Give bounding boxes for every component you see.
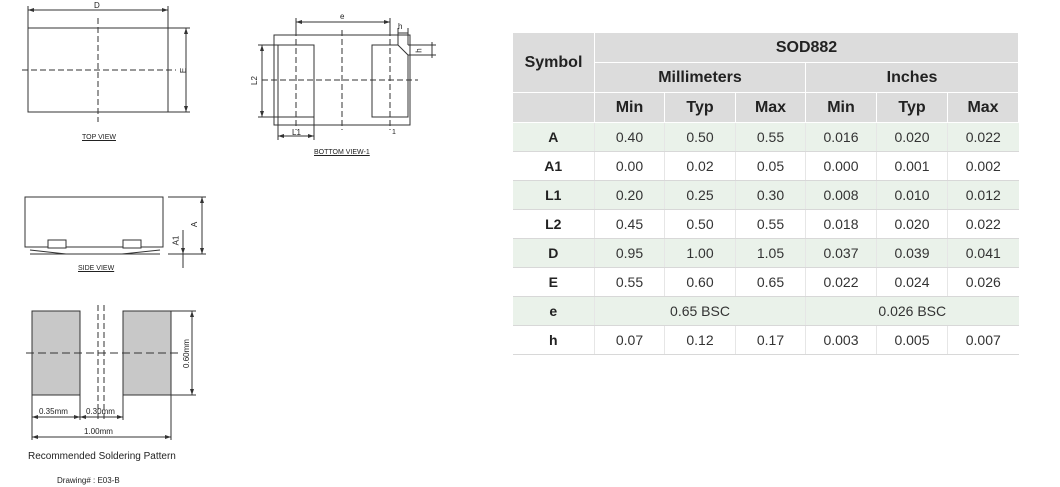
cell: 0.022 <box>806 268 877 297</box>
cell: 0.022 <box>948 210 1019 239</box>
dimensions-table <box>512 32 1019 355</box>
dim-d-label: D <box>94 1 100 10</box>
cell: 0.037 <box>806 239 877 268</box>
in-typ-header: Typ <box>877 93 948 123</box>
dim-h-side-label: h <box>414 48 424 53</box>
cell: 0.30 <box>736 181 806 210</box>
dim-a-label: A <box>190 221 200 228</box>
cell: 0.041 <box>948 239 1019 268</box>
cell: 0.40 <box>595 123 665 152</box>
cell: 0.55 <box>736 210 806 239</box>
row-symbol: A <box>513 123 595 152</box>
row-symbol: h <box>513 326 595 355</box>
table-row <box>513 239 1019 268</box>
in-max-header: Max <box>948 93 1019 123</box>
dim-pad-width-label: 0.35mm <box>39 407 68 416</box>
cell: 1.00 <box>665 239 736 268</box>
cell: 0.001 <box>877 152 948 181</box>
row-symbol: E <box>513 268 595 297</box>
cell: 1.05 <box>736 239 806 268</box>
table-row <box>513 181 1019 210</box>
table-row <box>513 326 1019 355</box>
cell: 0.02 <box>665 152 736 181</box>
in-min-header: Min <box>806 93 877 123</box>
cell: 0.020 <box>877 210 948 239</box>
row-symbol: e <box>513 297 595 326</box>
cell: 0.012 <box>948 181 1019 210</box>
cell: 0.07 <box>595 326 665 355</box>
cell: 0.20 <box>595 181 665 210</box>
side-view-body <box>25 197 163 247</box>
solder-pattern-title: Recommended Soldering Pattern <box>28 451 176 462</box>
cell: 0.17 <box>736 326 806 355</box>
cell: 0.022 <box>948 123 1019 152</box>
bottom-view-caption: BOTTOM VIEW-1 <box>314 149 370 156</box>
mechanical-drawing <box>0 0 500 487</box>
dim-gap-label: 0.30mm <box>86 407 115 416</box>
table-row <box>513 297 1019 326</box>
side-pad-left <box>48 240 66 248</box>
dim-l2-label: L2 <box>249 76 259 85</box>
dim-a1-label: A1 <box>171 235 181 246</box>
row-symbol: L2 <box>513 210 595 239</box>
side-view-caption: SIDE VIEW <box>78 265 115 272</box>
cell: 0.60 <box>665 268 736 297</box>
cell: 0.25 <box>665 181 736 210</box>
table-row <box>513 210 1019 239</box>
cell: 0.008 <box>806 181 877 210</box>
cell: 0.039 <box>877 239 948 268</box>
cell: 0.05 <box>736 152 806 181</box>
cell: 0.018 <box>806 210 877 239</box>
table-row <box>513 123 1019 152</box>
cell: 0.005 <box>877 326 948 355</box>
table-row <box>513 268 1019 297</box>
dim-pad-height-label: 0.60mm <box>181 339 191 368</box>
dim-pitch-label: e <box>340 12 345 21</box>
cell: 0.000 <box>806 152 877 181</box>
cell: 0.55 <box>595 268 665 297</box>
side-pad-right <box>123 240 141 248</box>
row-symbol: L1 <box>513 181 595 210</box>
cell: 0.55 <box>736 123 806 152</box>
cell: 0.003 <box>806 326 877 355</box>
row-symbol: D <box>513 239 595 268</box>
dim-l1-label: L1 <box>292 128 301 137</box>
dim-h-top-label: h <box>398 22 403 31</box>
package-header: SOD882 <box>595 33 1019 63</box>
cell: 0.024 <box>877 268 948 297</box>
inches-header: Inches <box>806 63 1019 93</box>
dim-e-label: E <box>179 67 189 74</box>
row-symbol: A1 <box>513 152 595 181</box>
cell: 0.016 <box>806 123 877 152</box>
symbol-header: Symbol <box>513 33 595 93</box>
cell-mm-bsc: 0.65 BSC <box>595 297 806 326</box>
mm-max-header: Max <box>736 93 806 123</box>
mm-typ-header: Typ <box>665 93 736 123</box>
table-row <box>513 152 1019 181</box>
cell: 0.002 <box>948 152 1019 181</box>
dim-total-label: 1.00mm <box>84 427 113 436</box>
symbol-subheader-blank <box>513 93 595 123</box>
top-view-caption: TOP VIEW <box>82 134 116 141</box>
drawing-number: Drawing# : E03-B <box>57 476 120 485</box>
cell: 0.026 <box>948 268 1019 297</box>
cell: 0.95 <box>595 239 665 268</box>
cell: 0.00 <box>595 152 665 181</box>
cell: 0.65 <box>736 268 806 297</box>
cell: 0.45 <box>595 210 665 239</box>
cell: 0.007 <box>948 326 1019 355</box>
cell: 0.12 <box>665 326 736 355</box>
cell: 0.020 <box>877 123 948 152</box>
pin-one-mark: 1 <box>392 129 396 136</box>
mm-min-header: Min <box>595 93 665 123</box>
millimeters-header: Millimeters <box>595 63 806 93</box>
cell: 0.50 <box>665 210 736 239</box>
cell: 0.010 <box>877 181 948 210</box>
cell: 0.50 <box>665 123 736 152</box>
cell-in-bsc: 0.026 BSC <box>806 297 1019 326</box>
